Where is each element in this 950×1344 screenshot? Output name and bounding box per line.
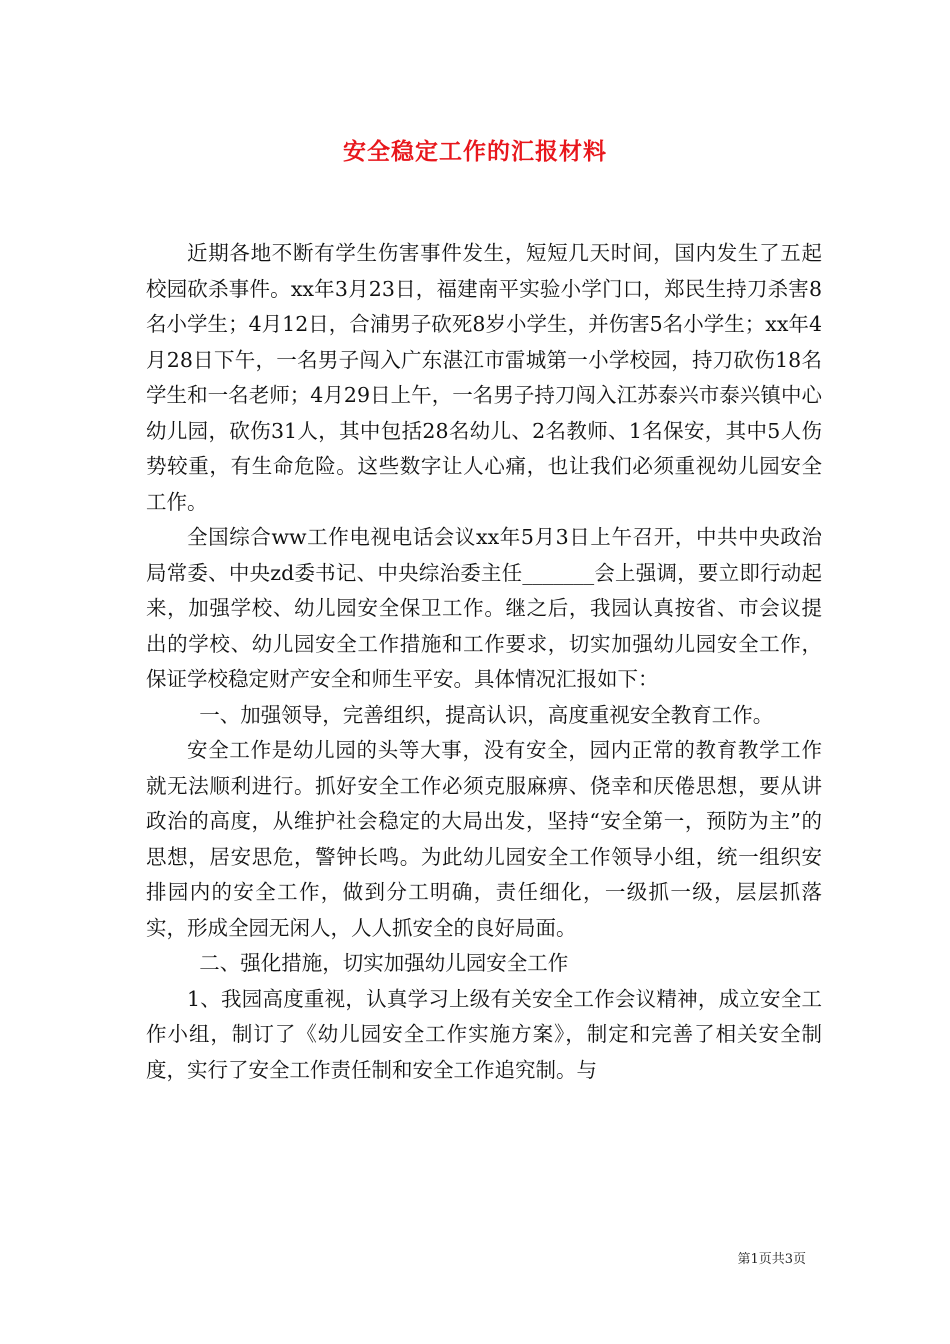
paragraph-leadership: 安全工作是幼儿园的头等大事，没有安全，园内正常的教育教学工作就无法顺利进行。抓好安全工作必须克服麻痹、侥幸和厌倦思想，要从讲政治的高度，从维护社会稳定的大局出发，坚持“安全第一，预防为主”的思想，居安思危，警钟长鸣。为此幼儿园安全工作领导小组，统一组织安排园内的安全工作，做到分工明确，责任细化，一级抓一级，层层抓落实，形成全园无闲人，人人抓安全的良好局面。: [146, 738, 822, 940]
page-number: 第1页共3页: [737, 1252, 806, 1267]
page-title: 安全稳定工作的汇报材料: [343, 138, 607, 165]
paragraph-incidents: 近期各地不断有学生伤害事件发生，短短几天时间，国内发生了五起校园砍杀事件。xx年3月23日，福建南平实验小学门口，郑民生持刀杀害8名小学生；4月12日，合浦男子砍死8岁小学生，并伤害5名小学生；xx年4月28日下午，一名男子闯入广东湛江市雷城第一小学校园，持刀砍伤18名学生和一名老师；4月29日上午，一名男子持刀闯入江苏泰兴市泰兴镇中心幼儿园，砍伤31人，其中包括28名幼儿、2名教师、1名保安，其中5人伤势较重，有生命危险。这些数字让人心痛，也让我们必须重视幼儿园安全工作。: [146, 241, 822, 514]
section-heading-1: 一、加强领导，完善组织，提高认识，高度重视安全教育工作。: [199, 702, 774, 727]
section-heading-2: 二、强化措施，切实加强幼儿园安全工作: [199, 951, 569, 975]
paragraph-measures: 1、我园高度重视，认真学习上级有关安全工作会议精神，成立安全工作小组，制订了《幼儿园安全工作实施方案》，制定和完善了相关安全制度，实行了安全工作责任制和安全工作追究制。与: [146, 986, 822, 1082]
document-body: [146, 236, 822, 1088]
paragraph-meeting: 全国综合ww工作电视电话会议xx年5月3日上午召开，中共中央政治局常委、中央zd委书记、中央综治委主任_______会上强调，要立即行动起来，加强学校、幼儿园安全保卫工作。继之后，我园认真按省、市会议提出的学校、幼儿园安全工作措施和工作要求，切实加强幼儿园安全工作，保证学校稳定财产安全和师生平安。具体情况汇报如下：: [146, 525, 822, 691]
